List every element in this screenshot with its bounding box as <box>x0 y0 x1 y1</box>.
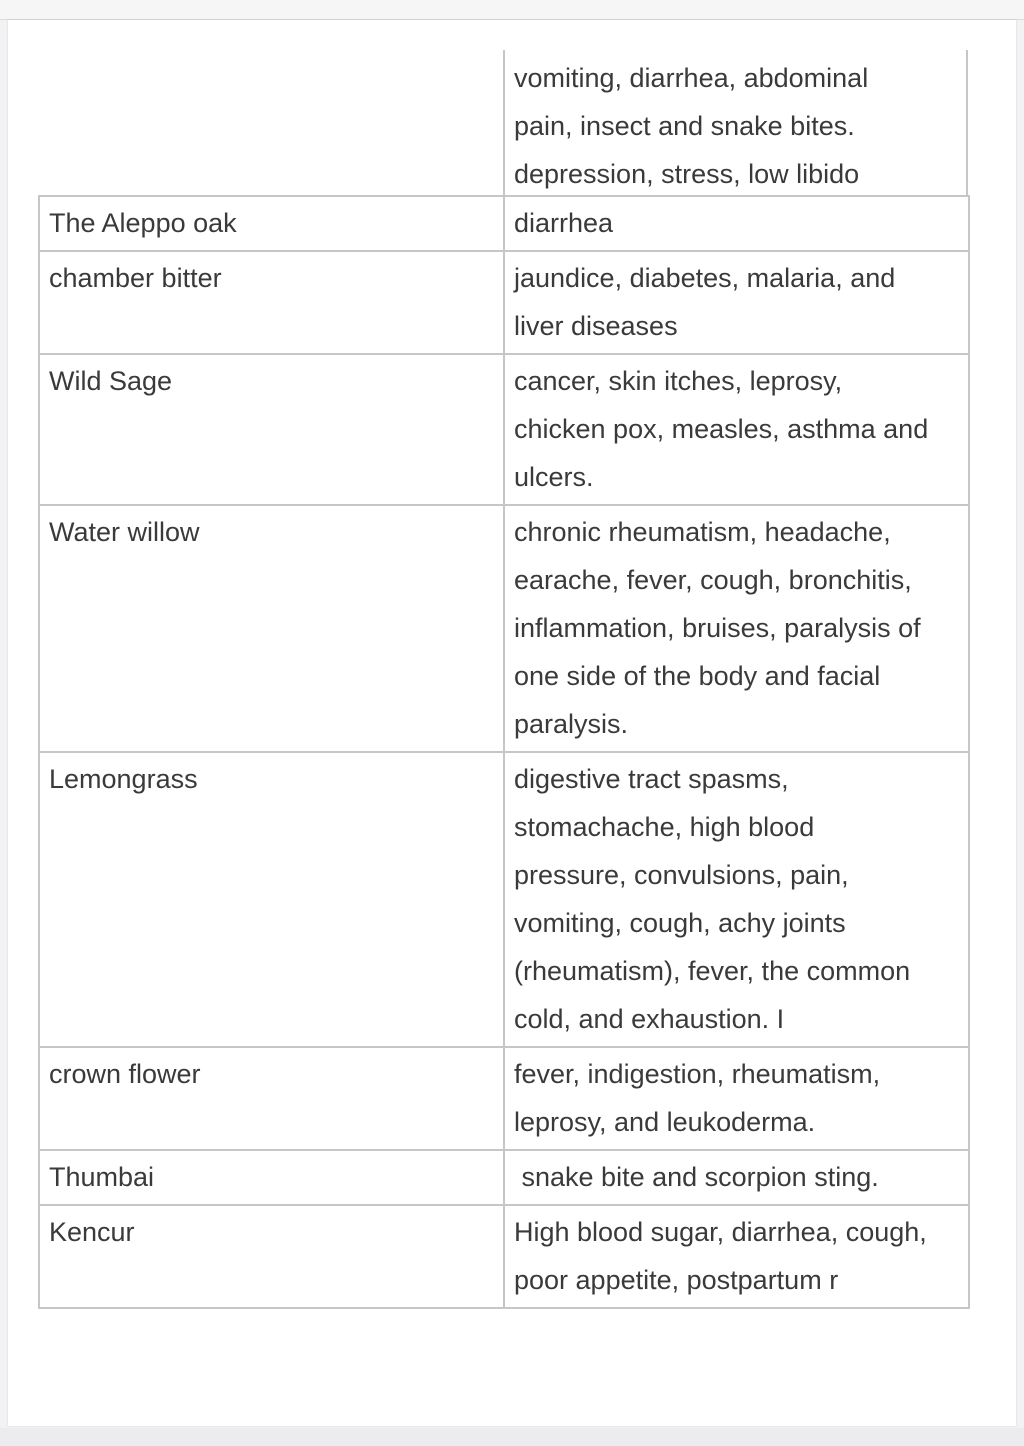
uses-cell <box>504 505 969 752</box>
table-row <box>39 1047 969 1150</box>
uses-cell <box>504 1205 969 1308</box>
uses-line: paralysis. <box>514 709 629 739</box>
uses-line: High blood sugar, diarrhea, cough, <box>514 1217 927 1247</box>
plant-name-cell: crown flower <box>39 1047 504 1150</box>
uses-line: fever, indigestion, rheumatism, <box>514 1059 881 1089</box>
uses-cell <box>504 1047 969 1150</box>
uses-line: liver diseases <box>514 311 678 341</box>
uses-line: ulcers. <box>514 462 594 492</box>
plant-name-cell: Lemongrass <box>39 752 504 1047</box>
uses-line: diarrhea <box>514 208 614 238</box>
plant-name-cell: Kencur <box>39 1205 504 1308</box>
table-row <box>39 354 969 505</box>
uses-line: vomiting, cough, achy joints <box>514 908 846 938</box>
table-row <box>39 1150 969 1205</box>
table-row <box>39 505 969 752</box>
uses-line: pressure, convulsions, pain, <box>514 860 849 890</box>
continued-uses-line: pain, insect and snake bites. <box>514 111 855 141</box>
continued-uses-line: depression, stress, low libido <box>514 159 860 189</box>
plant-name-cell: Water willow <box>39 505 504 752</box>
uses-line: inflammation, bruises, paralysis of <box>514 613 921 643</box>
continued-uses-line: vomiting, diarrhea, abdominal <box>514 63 869 93</box>
uses-line: digestive tract spasms, <box>514 764 789 794</box>
plant-name-cell: Thumbai <box>39 1150 504 1205</box>
uses-line: jaundice, diabetes, malaria, and <box>514 263 896 293</box>
uses-line: poor appetite, postpartum r <box>514 1265 839 1295</box>
uses-line: snake bite and scorpion sting. <box>514 1162 879 1192</box>
uses-line: stomachache, high blood <box>514 812 815 842</box>
top-bar <box>0 0 1024 20</box>
uses-cell <box>504 1150 969 1205</box>
uses-cell <box>504 251 969 354</box>
uses-line: cancer, skin itches, leprosy, <box>514 366 843 396</box>
bottom-bar <box>0 1428 1024 1446</box>
table-row <box>39 196 969 251</box>
herbs-table <box>38 195 970 1309</box>
uses-cell <box>504 196 969 251</box>
uses-line: leprosy, and leukoderma. <box>514 1107 816 1137</box>
uses-line: chicken pox, measles, asthma and <box>514 414 929 444</box>
uses-line: earache, fever, cough, bronchitis, <box>514 565 912 595</box>
table-row <box>39 752 969 1047</box>
table-row <box>39 1205 969 1308</box>
uses-line: cold, and exhaustion. I <box>514 1004 785 1034</box>
plant-name-cell: Wild Sage <box>39 354 504 505</box>
uses-line: chronic rheumatism, headache, <box>514 517 891 547</box>
uses-cell <box>504 354 969 505</box>
uses-line: (rheumatism), fever, the common <box>514 956 911 986</box>
uses-cell <box>504 752 969 1047</box>
table-row <box>39 251 969 354</box>
continued-uses-cell <box>503 50 968 196</box>
uses-line: one side of the body and facial <box>514 661 881 691</box>
plant-name-cell: chamber bitter <box>39 251 504 354</box>
plant-name-cell: The Aleppo oak <box>39 196 504 251</box>
